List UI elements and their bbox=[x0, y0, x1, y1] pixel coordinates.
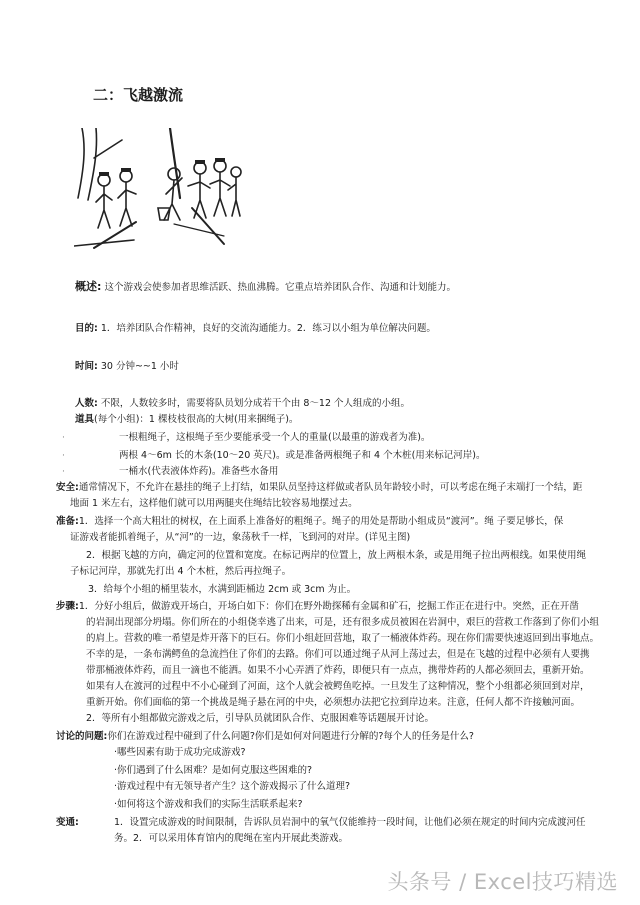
bullet-dot: · bbox=[62, 467, 65, 477]
props-line-3: 两根 4～6m 长的木条(10～20 英尺)。或是准备两根绳子和 4 个木桩(用来标记河岸)。 bbox=[119, 450, 486, 461]
steps-line-3: 的肩上。营救的唯一希望是炸开落下的巨石。你们小组赶回营地，取了一桶液体炸药。现在你们需要快速返回到出事地点。 bbox=[86, 633, 600, 644]
steps-label: 步骤: bbox=[56, 601, 79, 612]
bullet-dot: · bbox=[62, 433, 65, 443]
goal-label: 目的: bbox=[75, 323, 98, 334]
props-line-2: 一根粗绳子，这根绳子至少要能承受一个人的重量(以最重的游戏者为准)。 bbox=[119, 432, 431, 443]
variation-line-1: 1．设置完成游戏的时间限制，告诉队员岩洞中的氧气仅能维持一段时间，让他们必须在规定的时间内完成渡河任 bbox=[114, 817, 586, 828]
prep-line-3: 2．根据飞越的方向，确定河的位置和宽度。在标记两岸的位置上，放上两根木条，或是用绳子拉出两根线。如果使用绳 bbox=[86, 550, 587, 561]
steps-line-7: 重新开始。你们面临的第一个挑战是绳子悬在河的中央，必须想办法把它拉到岸边来。注意，任何人都不许接触河面。 bbox=[86, 697, 581, 708]
prep-line-4: 子标记河岸，那就先打出 4 个木桩，然后再拉绳子。 bbox=[70, 566, 292, 577]
discussion-q2: ·哪些因素有助于成功完成游戏? bbox=[114, 747, 246, 758]
safety-label: 安全: bbox=[56, 482, 79, 493]
props-label: 道具 bbox=[75, 414, 95, 425]
props-line-1: (每个小组)：1 棵枝枝很高的大树(用来捆绳子)。 bbox=[94, 414, 299, 425]
people-text: 不限，人数较多时，需要将队员划分成若干个由 8～12 个人组成的小组。 bbox=[100, 398, 411, 409]
people-label: 人数: bbox=[75, 398, 98, 409]
variation-label: 变通: bbox=[56, 817, 79, 828]
bullet-dot: · bbox=[62, 451, 65, 461]
rope-swing-illustration bbox=[74, 128, 246, 258]
steps-line-4: 不幸的是，一条布满鳄鱼的急流挡住了你们的去路。你们可以通过绳子从河上荡过去，但是在飞越的过程中必须有人要携 bbox=[86, 649, 590, 660]
prep-label: 准备: bbox=[56, 516, 79, 527]
steps-line-2: 的岩洞出现部分坍塌。你们所在的小组侥幸逃了出来，可是，还有很多成员被困在岩洞中，艰巨的营救工作落到了你们小组 bbox=[86, 617, 600, 628]
prep-line-1: 1．选择一个高大粗壮的树权，在上面系上准备好的粗绳子。绳子的用处是帮助小组成员“渡河”。绳 子要足够长，保 bbox=[78, 516, 564, 527]
prep-line-5: 3．给每个小组的桶里装水，水满到距桶边 2cm 或 3cm 为止。 bbox=[88, 584, 357, 595]
overview-text: 这个游戏会使参加者思维活跃、热血沸腾。它重点培养团队合作、沟通和计划能力。 bbox=[104, 282, 456, 293]
steps-line-6: 如果有人在渡河的过程中不小心碰到了河面，这个人就会被鳄鱼吃掉。一旦发生了这种情况，整个小组都必须回到对岸， bbox=[86, 681, 590, 692]
discussion-q1: 你们在游戏过程中碰到了什么问题?你们是如何对问题进行分解的?每个人的任务是什么? bbox=[107, 731, 474, 742]
discussion-q5: ·如何将这个游戏和我们的实际生活联系起来? bbox=[114, 799, 303, 810]
props-line-4: 一桶水(代表液体炸药)。准备些水备用 bbox=[119, 466, 279, 477]
safety-line-2: 地面 1 米左右，这样他们就可以用两腿夹住绳结比较容易地摆过去。 bbox=[70, 498, 358, 509]
safety-line-1: 通常情况下，不允许在悬挂的绳子上打结，如果队员坚持这样做或者队员年龄较小时，可以考虑在绳子末端打一个结，距 bbox=[78, 482, 583, 493]
watermark: 头条号 / Excel技巧精选 bbox=[387, 870, 618, 894]
overview-label: 概述: bbox=[75, 280, 102, 293]
discussion-q3: ·你们遇到了什么困难？是如何克服这些困难的? bbox=[114, 765, 313, 776]
prep-line-2: 证游戏者能抓着绳子，从“河”的一边，象荡秋千一样，飞到河的对岸。(详见主图) bbox=[70, 532, 411, 543]
discussion-q4: ·游戏过程中有无领导者产生？这个游戏揭示了什么道理? bbox=[114, 781, 351, 792]
variation-line-2: 务。2．可以采用体育馆内的爬绳在室内开展此类游戏。 bbox=[114, 833, 349, 844]
goal-text: 1．培养团队合作精神，良好的交流沟通能力。2．练习以小组为单位解决问题。 bbox=[100, 323, 436, 334]
steps-line-1: 1．分好小组后，做游戏开场白，开场白如下：你们在野外勘探稀有金属和矿石，挖掘工作正在进行中。突然，正在开凿 bbox=[78, 601, 579, 612]
steps-line-5: 带那桶液体炸药，而且一滴也不能洒。如果不小心弄洒了炸药，即便只有一点点，携带炸药的人都必须回去，重新开始。 bbox=[86, 665, 590, 676]
section-heading: 二：飞越激流 bbox=[93, 86, 184, 104]
time-label: 时间: bbox=[75, 361, 98, 372]
steps-line-8: 2．等所有小组都做完游戏之后，引导队员就团队合作、克服困难等话题展开讨论。 bbox=[86, 713, 435, 724]
discussion-label: 讨论的问题: bbox=[56, 731, 108, 742]
time-text: 30 分钟~~1 小时 bbox=[100, 361, 179, 372]
